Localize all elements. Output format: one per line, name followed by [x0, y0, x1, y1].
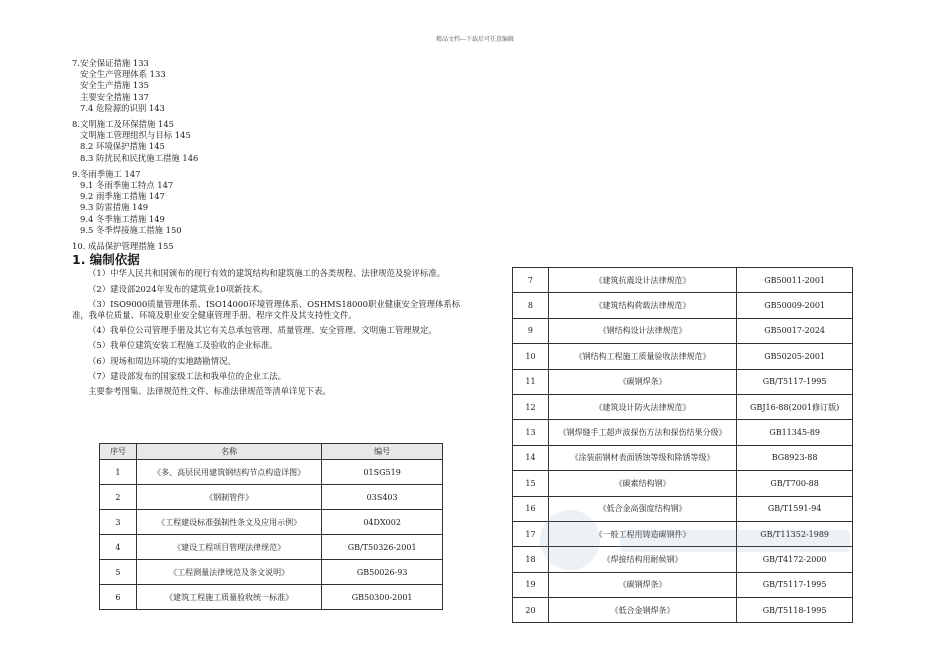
cell-index: 12 — [513, 394, 549, 419]
cell-index: 10 — [513, 344, 549, 369]
table-row — [513, 445, 853, 470]
table-row — [100, 585, 443, 610]
table-row — [513, 598, 853, 623]
cell-index: 2 — [100, 485, 137, 510]
cell-name: 《碳素结构钢》 — [548, 471, 736, 496]
cell-index: 1 — [100, 460, 137, 485]
cell-code: 01SG519 — [322, 460, 443, 485]
toc-entry: 8.文明施工及环保措施 145 — [72, 119, 175, 130]
toc-entry: 10. 成品保护管理措施 155 — [72, 241, 174, 252]
cell-index: 14 — [513, 445, 549, 470]
table-row — [513, 268, 853, 293]
toc-subentry: 9.2 雨季施工措施 147 — [80, 191, 165, 202]
cell-name: 《建设工程项目管理法律规范》 — [136, 535, 321, 560]
body-paragraph: （4）我单位公司管理手册及其它有关总承包管理、质量管理、安全管理、文明施工管理规定。 — [88, 325, 437, 336]
toc-subentry: 主要安全措施 137 — [80, 91, 149, 102]
cell-code: BG8923-88 — [737, 445, 853, 470]
table-row — [513, 521, 853, 546]
cell-code: GB/T5117-1995 — [737, 572, 853, 597]
cell-name: 《多、高层民用建筑钢结构节点构造详图》 — [136, 460, 321, 485]
cell-index: 19 — [513, 572, 549, 597]
cell-code: GB/T5118-1995 — [737, 598, 853, 623]
cell-code: GB/T1591-94 — [737, 496, 853, 521]
cell-name: 《一般工程用铸造碳钢件》 — [548, 521, 736, 546]
toc-subentry: 9.5 冬季焊接施工措施 150 — [80, 224, 182, 235]
body-paragraph: 主要参考图集、法律规范性文件、标准法律规范等清单详见下表。 — [88, 386, 331, 397]
table-row — [513, 420, 853, 445]
cell-code: GB/T4172-2000 — [737, 547, 853, 572]
cell-code: GB50011-2001 — [737, 268, 853, 293]
cell-name: 《低合金钢焊条》 — [548, 598, 736, 623]
cell-index: 13 — [513, 420, 549, 445]
cell-code: GB/T50326-2001 — [322, 535, 443, 560]
cell-name: 《钢焊缝手工超声波探伤方法和探伤结果分级》 — [548, 420, 736, 445]
body-paragraph: （6）现场和周边环境的实地踏勘情况。 — [88, 355, 236, 366]
left-column — [72, 58, 472, 401]
toc-subentry: 8.2 环境保护措施 145 — [80, 141, 165, 152]
cell-name: 《工程测量法律规范及条文说明》 — [136, 560, 321, 585]
table-row — [513, 344, 853, 369]
cell-code: 03S403 — [322, 485, 443, 510]
table-row — [513, 547, 853, 572]
toc-subentry: 7.4 危险源的识别 143 — [80, 102, 165, 113]
header-name: 名称 — [136, 444, 321, 460]
cell-name: 《碳钢焊条》 — [548, 572, 736, 597]
table-row — [513, 293, 853, 318]
table-row — [513, 471, 853, 496]
cell-code: GB50017-2024 — [737, 318, 853, 343]
header-code: 编号 — [322, 444, 443, 460]
section-title: 1. 编制依据 — [72, 252, 140, 268]
cell-index: 6 — [100, 585, 137, 610]
cell-code: GB50205-2001 — [737, 344, 853, 369]
cell-name: 《建筑工程施工质量验收统一标准》 — [136, 585, 321, 610]
toc-subentry: 9.1 冬雨季施工特点 147 — [80, 180, 174, 191]
toc-subentry: 9.3 防雷措施 149 — [80, 202, 149, 213]
cell-code: GB50009-2001 — [737, 293, 853, 318]
standards-table-2 — [512, 267, 853, 623]
table-row — [513, 369, 853, 394]
table-row — [100, 560, 443, 585]
cell-index: 17 — [513, 521, 549, 546]
cell-name: 《钢结构设计法律规范》 — [548, 318, 736, 343]
toc-subentry: 安全生产措施 135 — [80, 80, 149, 91]
toc-subentry: 安全生产管理体系 133 — [80, 69, 166, 80]
toc-subentry: 文明施工管理组织与目标 145 — [80, 130, 191, 141]
cell-index: 20 — [513, 598, 549, 623]
table-row — [100, 510, 443, 535]
cell-name: 《建筑结构荷载法律规范》 — [548, 293, 736, 318]
table-row — [513, 496, 853, 521]
cell-name: 《钢结构工程施工质量验收法律规范》 — [548, 344, 736, 369]
section-body — [72, 268, 472, 397]
cell-code: GB50026-93 — [322, 560, 443, 585]
toc-subentry: 9.4 冬季施工措施 149 — [80, 213, 165, 224]
cell-name: 《碳钢焊条》 — [548, 369, 736, 394]
cell-name: 《低合金高强度结构钢》 — [548, 496, 736, 521]
cell-index: 8 — [513, 293, 549, 318]
header-index: 序号 — [100, 444, 137, 460]
body-paragraph: （5）我单位建筑安装工程施工及验收的企业标准。 — [88, 340, 278, 351]
table-row — [100, 485, 443, 510]
cell-code: GB/T700-88 — [737, 471, 853, 496]
table-row — [513, 394, 853, 419]
cell-code: GB/T5117-1995 — [737, 369, 853, 394]
cell-name: 《焊接结构用耐候钢》 — [548, 547, 736, 572]
cell-code: GB50300-2001 — [322, 585, 443, 610]
toc-subentry: 8.3 防扰民和民扰施工措施 146 — [80, 152, 199, 163]
cell-code: GB/T11352-1989 — [737, 521, 853, 546]
table-row — [513, 318, 853, 343]
cell-index: 11 — [513, 369, 549, 394]
body-paragraph: （7）建设部发布的国家级工法和我单位的企业工法。 — [88, 370, 286, 381]
cell-code: GB11345-89 — [737, 420, 853, 445]
toc-entry: 9.冬雨季施工 147 — [72, 168, 141, 179]
table-row — [100, 460, 443, 485]
cell-name: 《建筑抗震设计法律规范》 — [548, 268, 736, 293]
body-paragraph: （2）建设部2024年发布的建筑业10项新技术。 — [88, 283, 268, 294]
cell-index: 5 — [100, 560, 137, 585]
cell-code: GBJ16-88(2001修订版) — [737, 394, 853, 419]
toc-entry: 7.安全保证措施 133 — [72, 58, 149, 68]
cell-name: 《涂装前钢材表面锈蚀等级和除锈等级》 — [548, 445, 736, 470]
cell-index: 18 — [513, 547, 549, 572]
table-row — [100, 535, 443, 560]
cell-code: 04DX002 — [322, 510, 443, 535]
cell-index: 16 — [513, 496, 549, 521]
cell-name: 《工程建设标准强制性条文及应用示例》 — [136, 510, 321, 535]
cell-index: 9 — [513, 318, 549, 343]
cell-index: 4 — [100, 535, 137, 560]
standards-table-1 — [99, 443, 443, 610]
table-of-contents — [72, 58, 472, 252]
table-row — [513, 572, 853, 597]
body-paragraph: （1）中华人民共和国颁布的现行有效的建筑结构和建筑施工的各类规程、法律规范及验评标准。 — [88, 268, 446, 279]
cell-name: 《建筑设计防火法律规范》 — [548, 394, 736, 419]
table-header-row — [100, 444, 443, 460]
cell-index: 3 — [100, 510, 137, 535]
cell-index: 7 — [513, 268, 549, 293]
page-header: 精品文档---下载后可任意编辑 — [435, 36, 515, 43]
body-paragraph: （3）ISO9000质量管理体系、ISO14000环境管理体系、OSHMS18000职业健康安全管理体系标准，我单位质量、环境及职业安全健康管理手册、程序文件及其支持性文件。 — [72, 298, 461, 321]
cell-name: 《钢制管件》 — [136, 485, 321, 510]
cell-index: 15 — [513, 471, 549, 496]
